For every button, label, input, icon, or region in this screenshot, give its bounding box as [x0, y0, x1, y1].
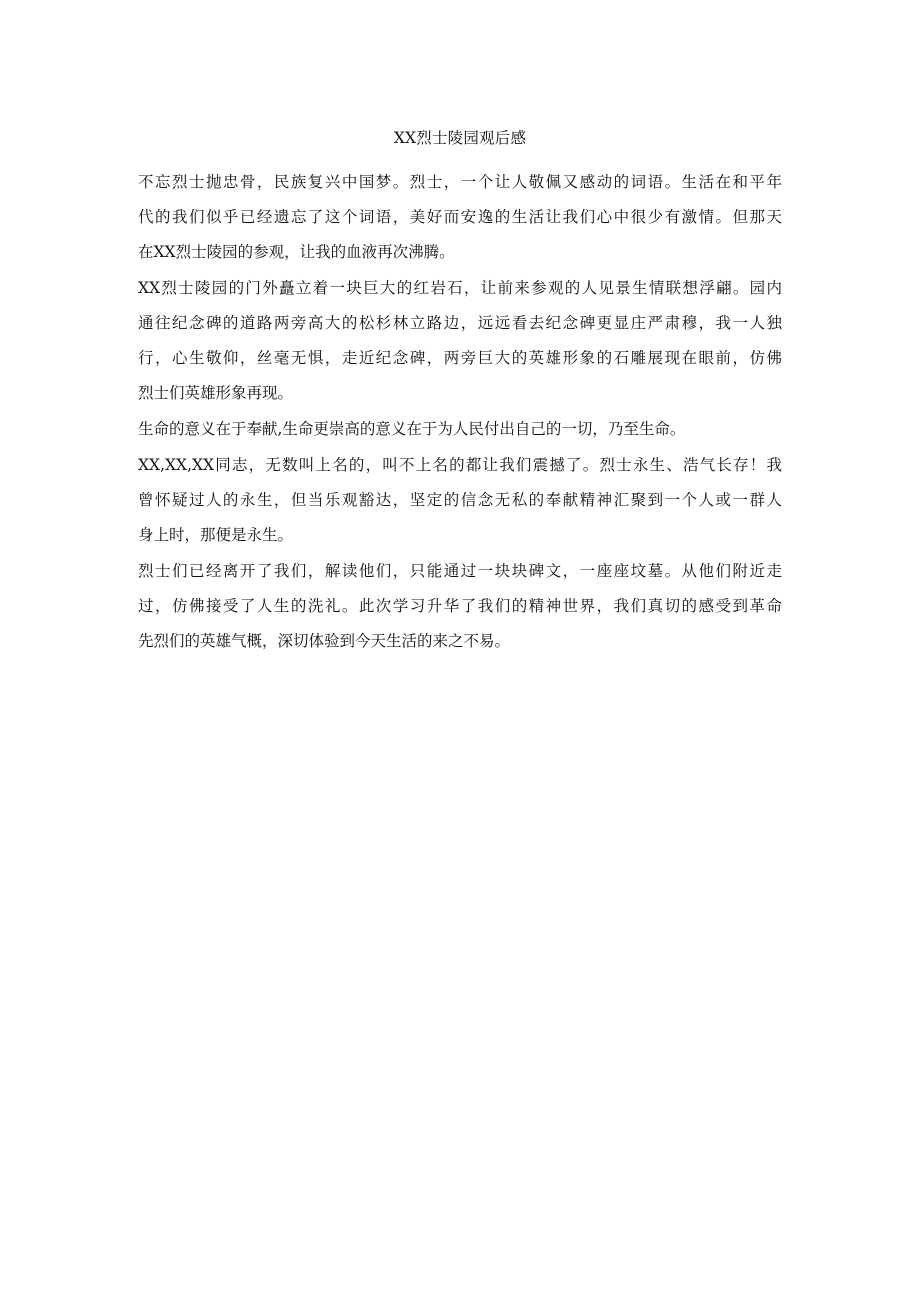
paragraph-line: 通往纪念碑的道路两旁高大的松杉林立路边，远远看去纪念碑更显庄严肃穆，我一人独 — [138, 314, 782, 332]
paragraph-2 — [138, 271, 782, 411]
paragraph-line: 过，仿佛接受了人生的洗礼。此次学习升华了我们的精神世界，我们真切的感受到革命 — [138, 597, 782, 615]
document-body — [138, 165, 782, 660]
paragraph-line: XX,XX,XX同志，无数叫上名的，叫不上名的都让我们震撼了。烈士永生、浩气长存！我 — [138, 456, 782, 474]
paragraph-line: 身上时，那便是永生。 — [138, 526, 294, 544]
paragraph-line: 不忘烈士抛忠骨，民族复兴中国梦。烈士，一个让人敬佩又感动的词语。生活在和平年 — [138, 173, 782, 191]
paragraph-line: 生命的意义在于奉献,生命更崇高的意义在于为人民付出自己的一切，乃至生命。 — [138, 420, 686, 438]
paragraph-line: 行，心生敬仰，丝毫无惧，走近纪念碑，两旁巨大的英雄形象的石雕展现在眼前，仿佛 — [138, 349, 782, 367]
paragraph-line: XX烈士陵园的门外矗立着一块巨大的红岩石，让前来参观的人见景生情联想浮翩。园内 — [138, 279, 782, 297]
paragraph-line: 在XX烈士陵园的参观，让我的血液再次沸腾。 — [138, 243, 455, 261]
paragraph-line: 先烈们的英雄气概，深切体验到今天生活的来之不易。 — [138, 632, 511, 650]
paragraph-4 — [138, 448, 782, 553]
paragraph-line: 代的我们似乎已经遗忘了这个词语，美好而安逸的生活让我们心中很少有激情。但那天 — [138, 208, 782, 226]
paragraph-1 — [138, 165, 782, 270]
document-title: XX烈士陵园观后感 — [393, 129, 527, 147]
paragraph-5 — [138, 554, 782, 659]
paragraph-3 — [138, 412, 782, 447]
paragraph-line: 烈士们已经离开了我们，解读他们，只能通过一块块碑文，一座座坟墓。从他们附近走 — [138, 562, 782, 580]
paragraph-line: 曾怀疑过人的永生，但当乐观豁达，坚定的信念无私的奉献精神汇聚到一个人或一群人 — [138, 491, 782, 509]
paragraph-line: 烈士们英雄形象再现。 — [138, 384, 294, 402]
